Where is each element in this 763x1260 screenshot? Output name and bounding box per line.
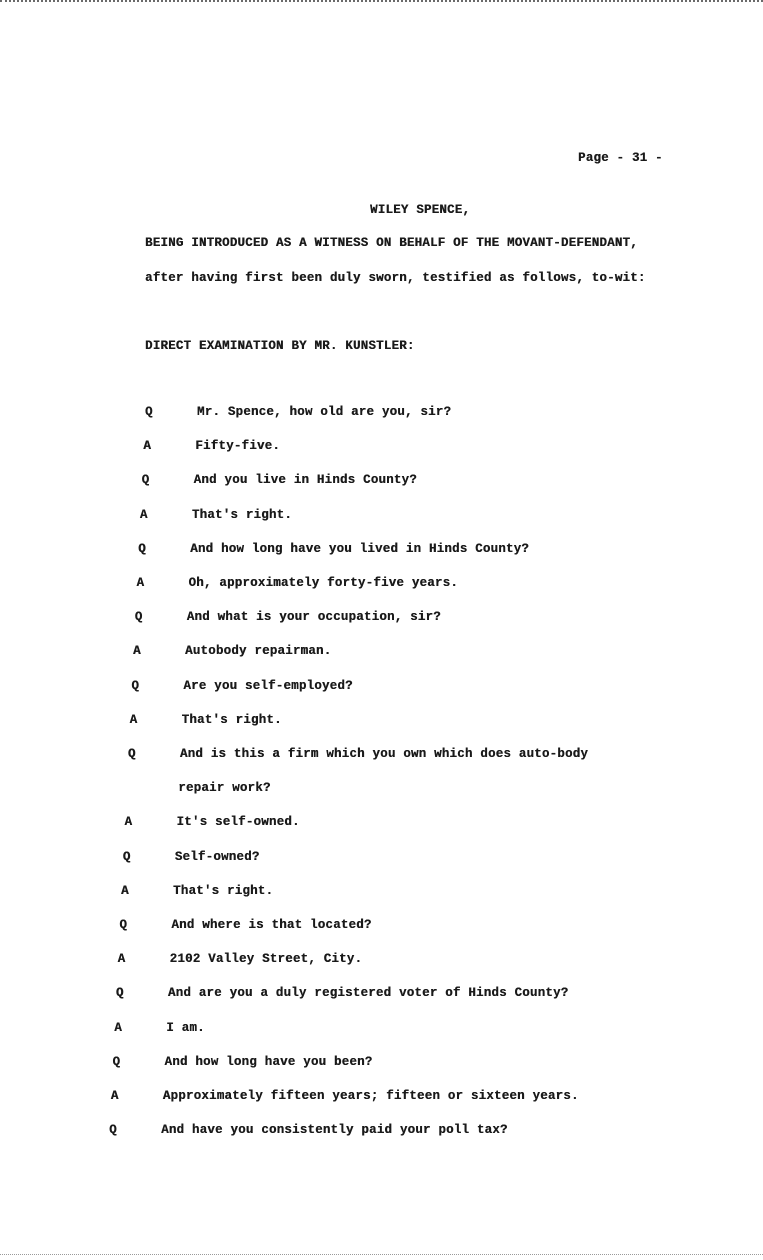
transcript-line: It's self-owned. xyxy=(176,815,300,830)
speaker-marker: A xyxy=(121,883,129,898)
transcript-line: And you live in Hinds County? xyxy=(193,473,417,488)
speaker-marker: A xyxy=(129,712,138,727)
transcript-continuation: repair work? xyxy=(178,781,271,796)
speaker-marker: Q xyxy=(115,986,124,1001)
speaker-marker: A xyxy=(124,815,133,830)
transcript-line: And how long have you lived in Hinds County? xyxy=(190,541,530,556)
speaker-marker: Q xyxy=(145,405,153,419)
witness-intro-line-1: BEING INTRODUCED AS A WITNESS ON BEHALF OF THE MOVANT-DEFENDANT, xyxy=(145,236,638,250)
transcript-line: And where is that located? xyxy=(171,918,372,932)
bottom-edge xyxy=(0,1254,763,1255)
transcript-line: Oh, approximately forty-five years. xyxy=(188,576,458,590)
transcript-line: Mr. Spence, how old are you, sir? xyxy=(197,405,452,419)
transcript-line: That's right. xyxy=(191,507,292,522)
speaker-marker: Q xyxy=(131,678,140,693)
transcript-line: And have you consistently paid your poll tax? xyxy=(161,1123,508,1138)
transcript-line: 2102 Valley Street, City. xyxy=(169,952,363,967)
witness-intro-line-2: after having first been duly sworn, testified as follows, to-wit: xyxy=(145,271,646,285)
speaker-marker: Q xyxy=(109,1123,117,1138)
speaker-marker: Q xyxy=(138,541,146,556)
top-perforation xyxy=(0,0,763,6)
speaker-marker: Q xyxy=(127,747,136,761)
speaker-marker: A xyxy=(110,1089,119,1103)
speaker-marker: A xyxy=(136,576,145,590)
transcript-line: And what is your occupation, sir? xyxy=(186,610,441,625)
transcript-line: Fifty-five. xyxy=(195,439,280,454)
transcript-line: I am. xyxy=(166,1020,205,1035)
transcript-line: Are you self-employed? xyxy=(183,678,353,693)
transcript-line: And are you a duly registered voter of Hinds County? xyxy=(167,986,569,1001)
transcript-line: And is this a firm which you own which does auto-body xyxy=(179,747,589,761)
speaker-marker: A xyxy=(133,644,141,659)
page-number: Page - 31 - xyxy=(578,151,663,165)
speaker-marker: A xyxy=(114,1020,122,1035)
witness-name: WILEY SPENCE, xyxy=(370,203,471,217)
speaker-marker: Q xyxy=(122,849,131,864)
transcript-line: Approximately fifteen years; fifteen or sixteen years. xyxy=(162,1089,579,1103)
speaker-marker: A xyxy=(117,952,126,967)
examination-heading: DIRECT EXAMINATION BY MR. KUNSTLER: xyxy=(145,339,415,353)
transcript-line: And how long have you been? xyxy=(164,1054,373,1069)
speaker-marker: Q xyxy=(134,610,143,625)
speaker-marker: Q xyxy=(119,918,128,932)
transcript-line: That's right. xyxy=(173,883,274,898)
transcript-line: Autobody repairman. xyxy=(185,644,332,659)
speaker-marker: A xyxy=(139,507,148,522)
transcript-line: Self-owned? xyxy=(174,849,260,864)
speaker-marker: Q xyxy=(141,473,150,488)
speaker-marker: Q xyxy=(112,1054,121,1069)
speaker-marker: A xyxy=(143,439,151,454)
transcript-line: That's right. xyxy=(181,712,282,727)
